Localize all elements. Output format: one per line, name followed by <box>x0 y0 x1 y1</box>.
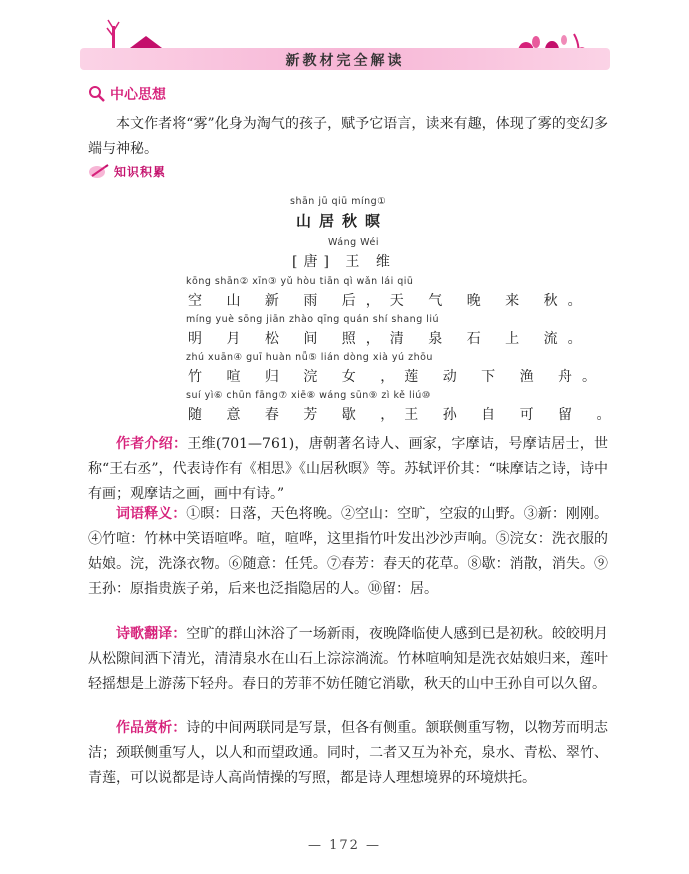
appreciation-text: 诗的中间两联同是写景，但各有侧重。颔联侧重写物，以物芳而明志洁；颈联侧重写人，以人和而望政通。同时，二者又互为补充，泉水、青松、翠竹、青莲，可以说都是诗人高尚情操的写照，都是诗人理想境界的环境烘托。 <box>88 720 609 786</box>
central-idea-heading <box>88 84 166 104</box>
poem-line-pinyin: míng yuè sōng jiān zhào qīng quán shí shang liú <box>186 314 440 325</box>
poem-line: 竹 喧 归 浣 女 ，莲 动 下 渔 舟。 <box>188 369 607 385</box>
magnifier-icon <box>88 85 106 103</box>
header-title: 新教材完全解读 <box>285 53 405 69</box>
central-idea-text: 本文作者将“雾”化身为淘气的孩子，赋予它语言，读来有趣，体现了雾的变幻多端与神秘。 <box>88 116 608 157</box>
poem-line: 明 月 松 间 照，清 泉 石 上 流。 <box>188 331 592 347</box>
translation <box>88 622 608 697</box>
poem-line-pinyin: kōng shān② xīn③ yǔ hòu tiān qì wǎn lái qiū <box>186 276 414 287</box>
poem-line-pinyin: zhú xuān④ guī huàn nǚ⑤ lián dòng xià yú zhōu <box>186 352 433 363</box>
central-idea-title: 中心思想 <box>110 87 166 103</box>
poem-title-pinyin: shān jū qiū míng① <box>290 196 387 207</box>
glossary-text: ①暝：日落，天色将晚。②空山：空旷，空寂的山野。③新：刚刚。④竹喧：竹林中笑语喧哗。喧，喧哗，这里指竹叶发出沙沙声响。⑤浣女：洗衣服的姑娘。浣，洗涤衣物。⑥随意：任凭。⑦春芳：春天的花草。⑧歇：消散，消失。⑨王孙：原指贵族子弟，后来也泛指隐居的人。⑩留：居。 <box>88 506 609 597</box>
appreciation <box>88 716 608 791</box>
page-number: — 172 — <box>307 838 382 853</box>
translation-label: 诗歌翻译： <box>116 626 187 642</box>
author-intro <box>88 432 608 507</box>
appreciation-label: 作品赏析： <box>116 720 187 736</box>
knowledge-title: 知识积累 <box>114 165 167 179</box>
poem-author-pinyin: Wáng Wéi <box>328 237 379 248</box>
poem-title: 山居秋暝 <box>296 212 389 230</box>
glossary-label: 词语释义： <box>116 506 187 522</box>
translation-text: 空旷的群山沐浴了一场新雨，夜晚降临使人感到已是初秋。皎皎明月从松隙间洒下清光，清清泉水在山石上淙淙淌流。竹林喧响知是洗衣姑娘归来，莲叶轻摇想是上游荡下轻舟。春日的芳菲不妨任随它消歇，秋天的山中王孙自可以久留。 <box>88 626 609 692</box>
poem-line: 随 意 春 芳 歇 ，王 孙 自 可 留 。 <box>188 407 621 423</box>
glossary <box>88 502 608 602</box>
poem-line: 空 山 新 雨 后，天 气 晚 来 秋。 <box>188 293 592 309</box>
page-header <box>80 14 610 78</box>
knowledge-heading <box>88 163 166 180</box>
pen-icon <box>88 164 110 180</box>
author-intro-text: 王维(701—761)，唐朝著名诗人、画家，字摩诘，号摩诘居士，世称“王右丞”，代表诗作有《相思》《山居秋暝》等。苏轼评价其：“味摩诘之诗，诗中有画；观摩诘之画，画中有诗。” <box>88 436 609 502</box>
poem-line-pinyin: suí yì⑥ chūn fāng⑦ xiē⑧ wáng sūn⑨ zì kě liú⑩ <box>186 390 431 401</box>
author-intro-label: 作者介绍： <box>116 436 188 452</box>
poem-author: [唐] 王 维 <box>292 254 396 270</box>
